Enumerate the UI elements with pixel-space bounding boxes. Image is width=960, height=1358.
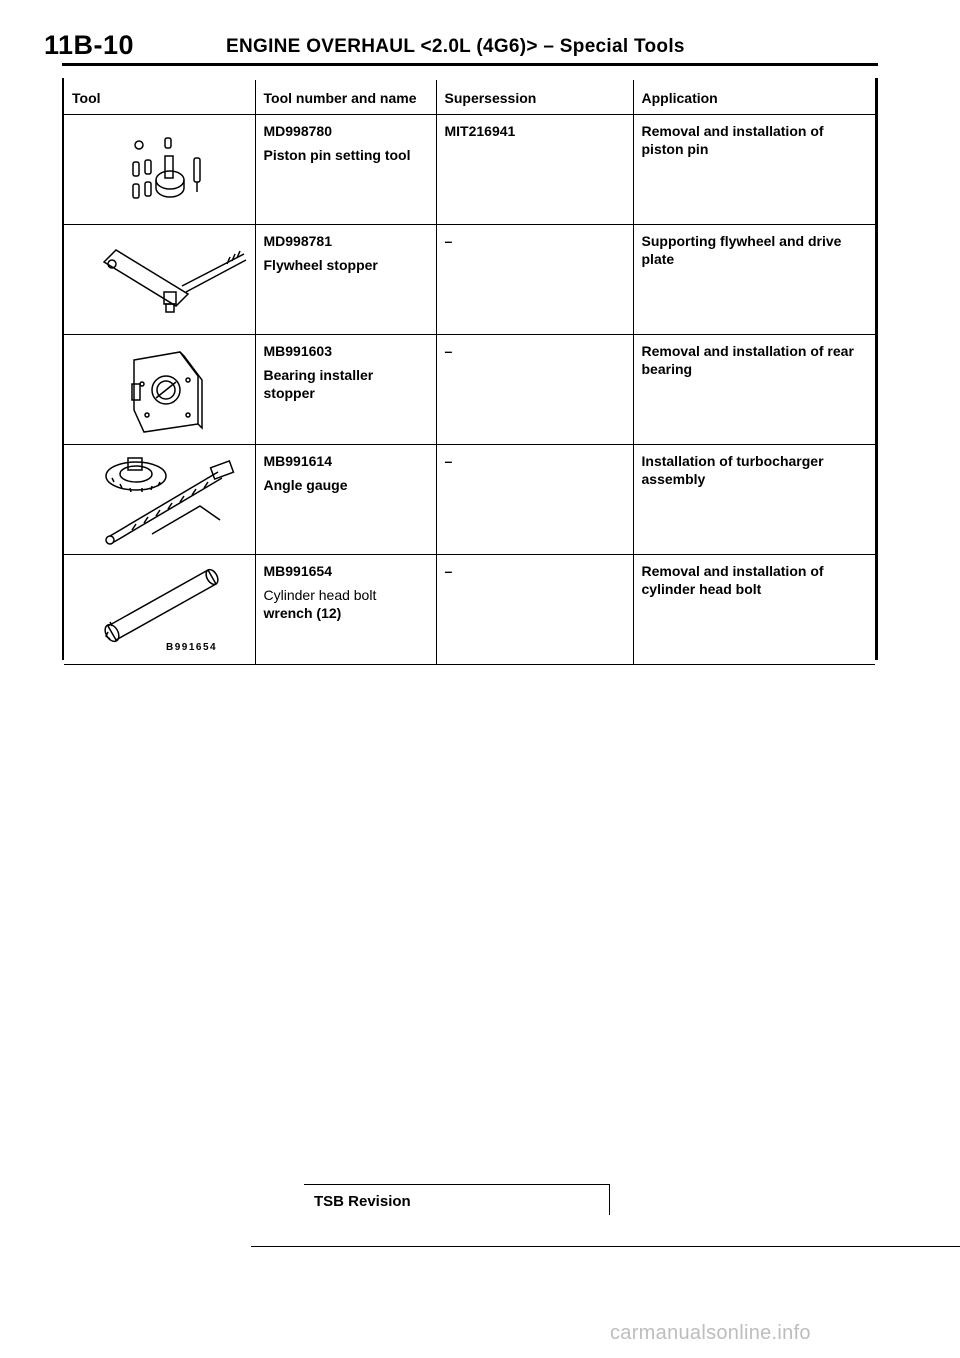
table-row	[64, 225, 875, 335]
special-tools-table	[64, 80, 875, 665]
tool-name: Flywheel stopper	[263, 257, 378, 273]
tool-name: Piston pin setting tool	[263, 147, 411, 163]
application-text: Removal and installation of cylinder head bolt	[641, 563, 824, 597]
tool-number: MD998781	[263, 233, 332, 249]
application-cell	[633, 555, 875, 665]
tool-name	[264, 586, 414, 622]
tool-number: MB991654	[263, 563, 332, 579]
tool-image-code: B991654	[166, 642, 218, 653]
tool-image-cell	[64, 555, 255, 665]
tool-number: MB991614	[263, 453, 332, 469]
column-header-tool: Tool	[64, 80, 255, 115]
tool-number-cell	[255, 115, 436, 225]
application-cell	[633, 445, 875, 555]
application-text: Removal and installation of piston pin	[641, 123, 824, 157]
table-row	[64, 555, 875, 665]
application-cell	[633, 225, 875, 335]
application-cell	[633, 115, 875, 225]
flywheel-stopper-icon	[72, 230, 263, 334]
tsb-revision-label: TSB Revision	[314, 1193, 411, 1210]
tool-name: Angle gauge	[263, 477, 348, 493]
supersession-value: –	[444, 563, 453, 579]
header-rule	[62, 63, 878, 66]
bearing-installer-stopper-icon	[72, 340, 263, 444]
tsb-revision-box	[304, 1184, 610, 1215]
tool-name-line1: Cylinder head bolt	[263, 587, 377, 603]
tool-number-cell	[255, 335, 436, 445]
tool-number: MD998780	[263, 123, 332, 139]
application-cell	[633, 335, 875, 445]
tool-name-line2: wrench (12)	[263, 605, 342, 621]
supersession-value: –	[444, 233, 453, 249]
supersession-cell	[436, 555, 633, 665]
tool-number-cell	[255, 225, 436, 335]
supersession-value: –	[444, 343, 453, 359]
watermark: carmanualsonline.info	[610, 1322, 811, 1344]
tool-image-cell	[64, 225, 255, 335]
supersession-value: –	[444, 453, 453, 469]
application-text: Supporting flywheel and drive plate	[641, 233, 842, 267]
tool-number-cell	[255, 445, 436, 555]
tool-image-cell	[64, 115, 255, 225]
column-header-tool-number: Tool number and name	[255, 80, 436, 115]
supersession-cell	[436, 225, 633, 335]
application-text: Installation of turbocharger assembly	[641, 453, 824, 487]
tool-image-cell	[64, 445, 255, 555]
footer-rule	[251, 1246, 960, 1247]
piston-pin-setting-tool-icon	[72, 120, 263, 224]
tool-number-cell	[255, 555, 436, 665]
supersession-cell	[436, 115, 633, 225]
right-bar	[875, 78, 878, 660]
supersession-cell	[436, 445, 633, 555]
table-row	[64, 445, 875, 555]
supersession-value: MIT216941	[444, 123, 516, 139]
section-code: 11B-10	[44, 30, 135, 60]
page-title: ENGINE OVERHAUL <2.0L (4G6)> – Special Tools	[226, 36, 685, 57]
supersession-cell	[436, 335, 633, 445]
tool-number: MB991603	[263, 343, 332, 359]
tool-image-cell	[64, 335, 255, 445]
tool-name: Bearing installer stopper	[263, 367, 374, 401]
column-header-application: Application	[633, 80, 875, 115]
column-header-supersession: Supersession	[436, 80, 633, 115]
table-row	[64, 335, 875, 445]
angle-gauge-icon	[72, 450, 263, 554]
application-text: Removal and installation of rear bearing	[641, 343, 854, 377]
table-row	[64, 115, 875, 225]
table-header-row	[64, 80, 875, 115]
